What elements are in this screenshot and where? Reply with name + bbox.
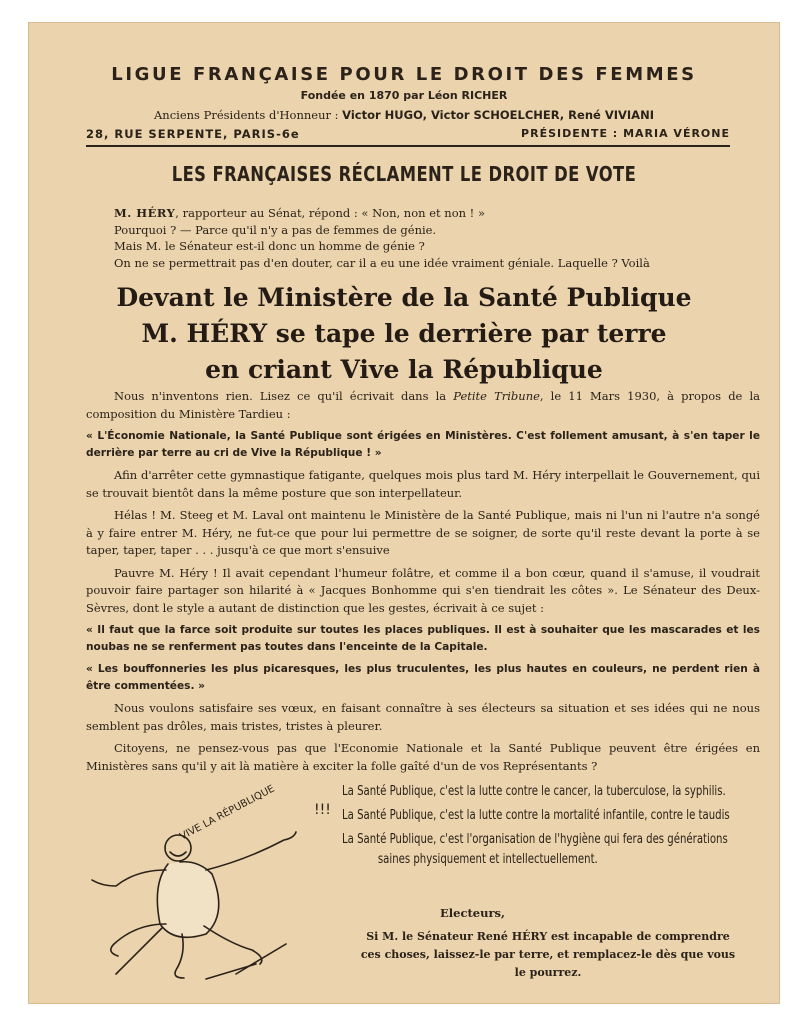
honor-prefix: Anciens Présidents d'Honneur : [154, 108, 339, 122]
health-line-1: La Santé Publique, c'est la lutte contre le cancer, la tuberculose, la syphilis. [342, 784, 726, 799]
closing-appeal: Si M. le Sénateur René HÉRY est incapable de comprendre ces choses, laissez-le par terre, et remplacez-le dès que vous le pourrez. [360, 930, 736, 979]
health-line-2: La Santé Publique, c'est la lutte contre la mortalité infantile, contre le taudis [342, 808, 730, 823]
figure-right-leg [204, 926, 262, 964]
paragraph-1 [86, 388, 760, 423]
headline-line-2: M. HÉRY se tape le derrière par terre [141, 319, 667, 348]
figure-mouth [170, 852, 186, 856]
paragraph-6: Citoyens, ne pensez-vous pas que l'Economie Nationale et la Santé Publique peuvent être érigées en Ministères sans qu'il y ait là matière à exciter la folle gaîté d'un de vos Représentants ? [86, 741, 760, 773]
figure-coat-tail [175, 934, 184, 978]
quote-3: « Les bouffonneries les plus picaresques, les plus truculentes, les plus hautes en couleurs, ne perdent rien à être commentées. » [86, 663, 760, 692]
health-line-4: saines physiquement et intellectuellement. [377, 852, 598, 867]
source-title: Petite Tribune [453, 389, 540, 403]
health-statements [342, 780, 730, 872]
intro-line-3: Mais M. le Sénateur est-il donc un homme de génie ? [114, 239, 425, 253]
quote-1: « L'Économie Nationale, la Santé Publique sont érigées en Ministères. C'est follement amusant, à s'en taper le derrière par terre au cri de Vive la République ! » [86, 430, 760, 459]
cartoon-illustration [56, 774, 331, 984]
intro-line-2: Pourquoi ? — Parce qu'il n'y a pas de femmes de génie. [114, 222, 437, 237]
paragraph-1-end: , le 11 Mars 1930, à propos de la composition du Ministère Tardieu : [86, 389, 760, 421]
intro-line-1 [114, 205, 754, 222]
paragraph-4: Pauvre M. Héry ! Il avait cependant l'humeur folâtre, et comme il a bon cœur, quand il s'amuse, il voudrait pouvoir faire partager son hilarité à « Jacques Bonhomme qui s'en tiendrait les côtes ». Le Sénateur des Deux-Sèvres, dont le style a autant de distinction que les gestes, écrivait à ce sujet : [86, 565, 760, 615]
president-label: PRÉSIDENTE : [521, 127, 619, 140]
honorary-presidents [28, 108, 780, 122]
hery-name: M. HÉRY [114, 206, 176, 220]
speech-exclaim: !!! [314, 802, 331, 818]
motion-line [206, 964, 256, 979]
header-divider [86, 145, 730, 147]
paragraph-3: Hélas ! M. Steeg et M. Laval ont maintenu le Ministère de la Santé Publique, mais ni l'un ni l'autre n'a songé à y faire entrer M. Héry, ne fut-ce que pour lui permettre de se soigner, de sorte qu'il reste devant la porte à se taper, taper, taper . . . jusqu'à ce que mort s'ensuive [86, 508, 760, 557]
headline-line-3: en criant Vive la République [205, 355, 603, 384]
health-line-3: La Santé Publique, c'est l'organisation de l'hygiène qui fera des générations [342, 832, 728, 847]
intro-line-4: On ne se permettrait pas d'en douter, car il a eu une idée vraiment géniale. Laquelle ? Voilà [114, 255, 650, 270]
headline-line-1: Devant le Ministère de la Santé Publique [116, 283, 692, 312]
electeurs-heading: Electeurs, [440, 906, 505, 920]
speech-text: VIVE LA RÉPUBLIQUE [178, 783, 277, 843]
headline [28, 280, 780, 388]
president [521, 127, 730, 140]
founded-line: Fondée en 1870 par Léon RICHER [300, 89, 508, 102]
league-name: LIGUE FRANÇAISE POUR LE DROIT DES FEMMES [111, 64, 697, 85]
quote-2: « Il faut que la farce soit produite sur toutes les places publiques. Il est à souhaiter que les mascarades et les noubas ne se renferment pas toutes dans l'enceinte de la Capitale. [86, 624, 760, 653]
slogan: LES FRANÇAISES RÉCLAMENT LE DROIT DE VOTE [171, 162, 637, 186]
paragraph-5: Nous voulons satisfaire ses vœux, en faisant connaître à ses électeurs sa situation et ses idées qui ne nous semblent pas drôles, mais tristes, tristes à pleurer. [86, 701, 760, 733]
motion-line [116, 924, 166, 974]
body-text [86, 388, 760, 780]
figure-left-arm [92, 870, 166, 886]
figure-right-arm [206, 832, 296, 870]
paragraph-2: Afin d'arrêter cette gymnastique fatigante, quelques mois plus tard M. Héry interpellait le Gouvernement, qui se trouvait bientôt dans la même posture que son interpellateur. [86, 468, 760, 500]
address: 28, RUE SERPENTE, PARIS-6e [86, 127, 300, 141]
honor-names: Victor HUGO, Victor SCHOELCHER, René VIVIANI [342, 108, 654, 122]
figure-body [157, 862, 218, 938]
intro [114, 205, 754, 271]
intro-line-1-rest: , rapporteur au Sénat, répond : « Non, non et non ! » [175, 206, 485, 220]
president-name: MARIA VÉRONE [623, 127, 730, 140]
leaflet-sheet [28, 22, 780, 1004]
paragraph-1-start: Nous n'inventons rien. Lisez ce qu'il écrivait dans la [114, 389, 454, 403]
